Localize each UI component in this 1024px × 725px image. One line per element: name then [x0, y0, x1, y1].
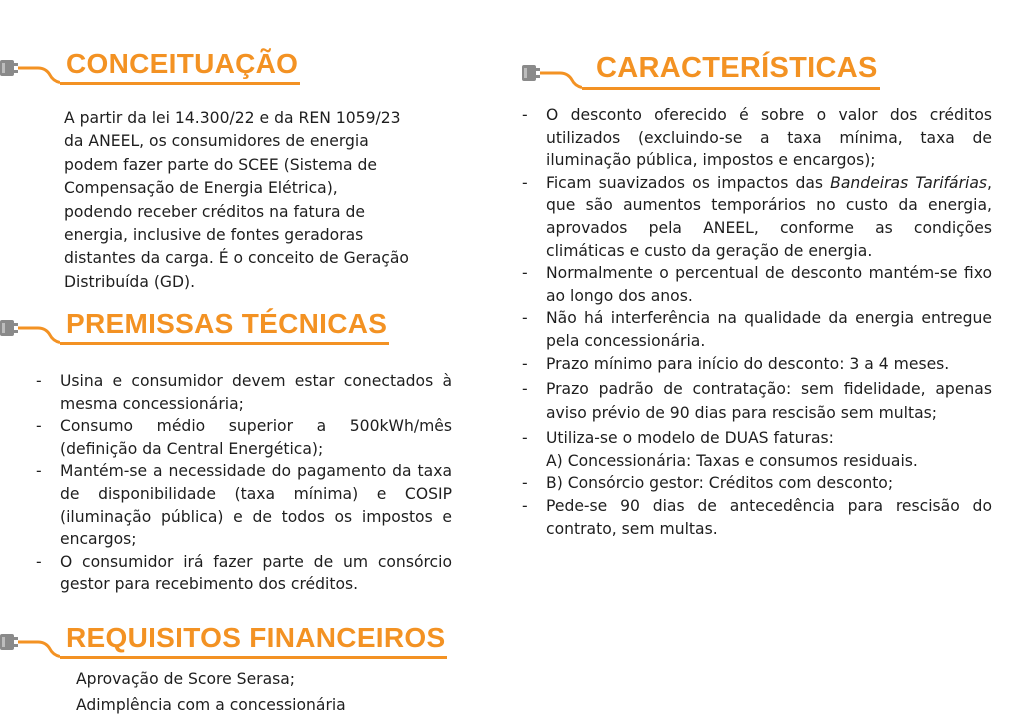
list-item: - Prazo padrão de contratação: sem fidelidade, apenas aviso prévio de 90 dias para rescisão sem multas;	[520, 377, 992, 425]
section-heading-conceituacao	[0, 50, 300, 85]
power-plug-icon	[0, 311, 60, 345]
list-item: - Pede-se 90 dias de antecedência para rescisão do contrato, sem multas.	[520, 495, 992, 540]
list-item	[520, 172, 992, 262]
list-item: - Prazo mínimo para início do desconto: 3 a 4 meses.	[520, 353, 992, 376]
paragraph-line: podendo receber créditos na fatura de	[64, 202, 365, 221]
power-plug-icon	[0, 51, 60, 85]
section-title: PREMISSAS TÉCNICAS	[60, 310, 389, 345]
power-plug-icon	[0, 625, 60, 659]
caracteristicas-list	[520, 104, 992, 540]
list-item: - Normalmente o percentual de desconto mantém-se fixo ao longo dos anos.	[520, 262, 992, 307]
list-item: - O consumidor irá fazer parte de um consórcio gestor para recebimento dos créditos.	[34, 551, 452, 596]
list-item: - Consumo médio superior a 500kWh/mês (definição da Central Energética);	[34, 415, 452, 460]
list-item-italic: Bandeiras Tarifárias	[830, 173, 988, 192]
section-heading-caracteristicas	[522, 54, 880, 90]
paragraph-line: Distribuída (GD).	[64, 272, 196, 291]
list-item: - B) Consórcio gestor: Créditos com desconto;	[520, 472, 992, 495]
requisito-line: Adimplência com a concessionária	[76, 696, 346, 714]
power-plug-icon	[522, 56, 582, 90]
list-item: - Utiliza-se o modelo de DUAS faturas:	[520, 427, 992, 450]
section-heading-requisitos	[0, 624, 447, 659]
list-item-text: Ficam suavizados os impactos das	[546, 173, 831, 192]
paragraph-line: distantes da carga. É o conceito de Geração	[64, 249, 409, 268]
section-title: CARACTERÍSTICAS	[582, 54, 880, 90]
paragraph-line: podem fazer parte do SCEE (Sistema de	[64, 155, 377, 174]
paragraph-line: A partir da lei 14.300/22 e da REN 1059/23	[64, 109, 401, 127]
paragraph-line: energia, inclusive de fontes geradoras	[64, 226, 364, 245]
conceituacao-paragraph	[64, 107, 409, 294]
section-title: REQUISITOS FINANCEIROS	[60, 624, 447, 659]
list-item-text: , que são aumentos temporários no custo da energia, aprovados pela ANEEL, conforme as condições climáticas e custo da geração de energia.	[546, 173, 992, 260]
list-item: - Não há interferência na qualidade da energia entregue pela concessionária.	[520, 307, 992, 352]
paragraph-line: Compensação de Energia Elétrica),	[64, 179, 338, 198]
list-item: - Usina e consumidor devem estar conectados à mesma concessionária;	[34, 370, 452, 415]
list-item: - Mantém-se a necessidade do pagamento da taxa de disponibilidade (taxa mínima) e COSIP (iluminação pública) e de todos os impostos e encargos;	[34, 460, 452, 550]
requisito-line: Aprovação de Score Serasa;	[76, 670, 296, 688]
section-title: CONCEITUAÇÃO	[60, 50, 300, 85]
premissas-list	[34, 370, 452, 596]
list-item: - O desconto oferecido é sobre o valor dos créditos utilizados (excluindo-se a taxa mínima, taxa de iluminação pública, impostos e encargos);	[520, 104, 992, 172]
paragraph-line: da ANEEL, os consumidores de energia	[64, 132, 369, 151]
section-heading-premissas	[0, 310, 389, 345]
list-item: A) Concessionária: Taxas e consumos residuais.	[546, 451, 918, 470]
